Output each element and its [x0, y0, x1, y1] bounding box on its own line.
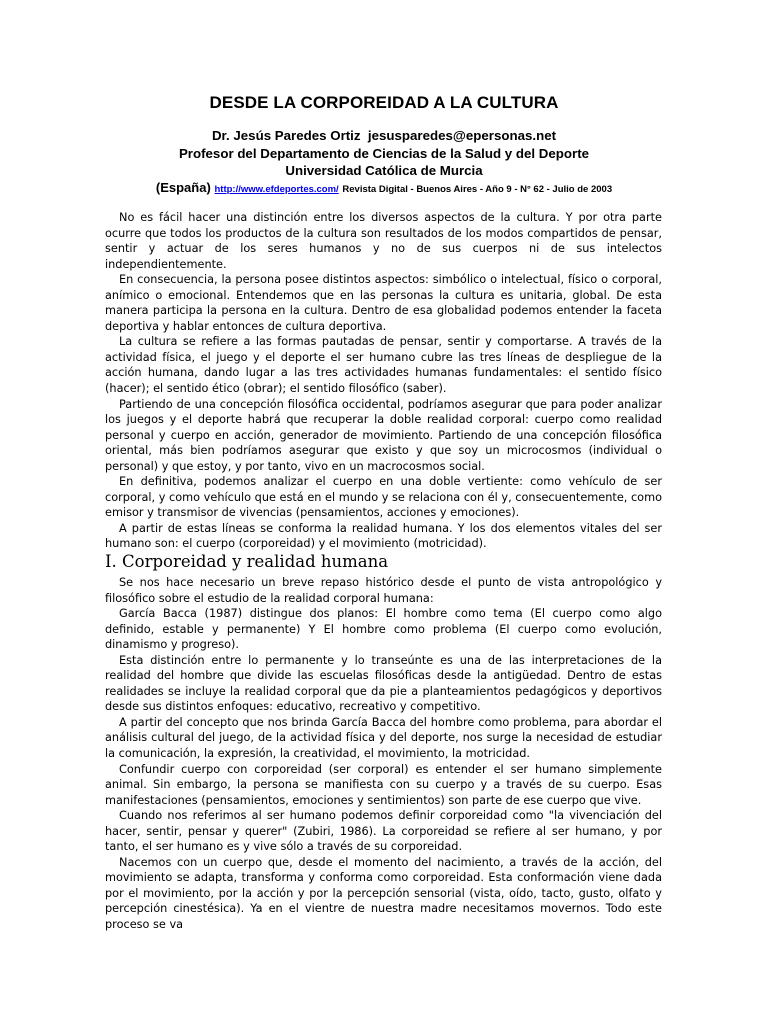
paragraph: Partiendo de una concepción filosófica occidental, podríamos asegurar que para poder analizar los juegos y el deporte habrá que recuperar la doble realidad corporal: cuerpo como realidad personal y cuerpo en acción, generador de movimiento. Partiendo de una concepción filosófica oriental, más bien podríamos asegurar que existo y que soy un microcosmos (individual o personal) y que estoy, y por tanto, vivo en un macrocosmos social. — [105, 397, 662, 473]
intro-text — [105, 210, 662, 552]
paragraph: A partir de estas líneas se conforma la realidad humana. Y los dos elementos vitales del ser humano son: el cuerpo (corporeidad) y el movimiento (motricidad). — [105, 521, 662, 551]
author-name: Dr. Jesús Paredes Ortiz — [211, 128, 361, 143]
paragraph: García Bacca (1987) distingue dos planos: El hombre como tema (El cuerpo como algo definido, estable y permanente) Y El hombre como problema (El cuerpo como evolución, dinamismo y progreso). — [105, 607, 662, 652]
paragraph: Confundir cuerpo con corporeidad (ser corporal) es entender el ser humano simplemente animal. Sin embargo, la persona se manifiesta con su cuerpo y a través de su cuerpo. Esas manifestaciones (pensamientos, emociones y sentimientos) son parte de ese cuerpo que vive. — [105, 762, 662, 807]
efdeportes-link[interactable]: http://www.efdeportes.com/ — [214, 184, 339, 195]
paragraph: Se nos hace necesario un breve repaso histórico desde el punto de vista antropológico y filosófico sobre el estudio de la realidad corporal humana: — [105, 576, 662, 605]
author-university: Universidad Católica de Murcia — [285, 163, 483, 178]
publication-line — [0, 180, 768, 195]
paragraph: En consecuencia, la persona posee distintos aspectos: simbólico o intelectual, físico o corporal, anímico o emocional. Entendemos que en las personas la cultura es unitaria, global. De esta manera participa la persona en la cultura. Dentro de esa globalidad podemos entender la faceta deportiva y hablar entonces de cultura deportiva. — [105, 273, 662, 333]
paragraph: No es fácil hacer una distinción entre los diversos aspectos de la cultura. Y por otra parte ocurre que todos los productos de la cultura son resultados de los modos compartidos de pensar, sentir y actuar de los seres humanos y no de sus cuerpos ni de sus intelectos independientemente. — [105, 211, 662, 271]
document-title: DESDE LA CORPOREIDAD A LA CULTURA — [209, 93, 559, 112]
paragraph: Nacemos con un cuerpo que, desde el momento del nacimiento, a través de la acción, del movimiento se adapta, transforma y conforma como corporeidad. Esta conformación viene dada por el movimiento, por la acción y por la percepción sensorial (vista, oído, tacto, gusto, olfato y percepción cinestésica). Ya en el vientre de nuestra madre necesitamos movernos. Todo este proceso se va — [105, 855, 662, 932]
author-country: (España) — [155, 180, 211, 195]
paragraph: La cultura se refiere a las formas pautadas de pensar, sentir y comportarse. A través de la actividad física, el juego y el deporte el ser humano cubre las tres líneas de despliegue de la acción humana, dando lugar a las tres actividades humanas fundamentales: el sentido físico (hacer); el sentido ético (obrar); el sentido filosófico (saber). — [105, 335, 662, 396]
paragraph: A partir del concepto que nos brinda García Bacca del hombre como problema, para abordar el análisis cultural del juego, de la actividad física y del deporte, nos surge la necesidad de estudiar la comunicación, la expresión, la creatividad, el movimiento, la motricidad. — [105, 715, 662, 761]
author-line — [0, 128, 768, 143]
paragraph: En definitiva, podemos analizar el cuerpo en una doble vertiente: como vehículo de ser corporal, y como vehículo que está en el mundo y se relaciona con él y, consecuentemente, como emisor y transmisor de vivencias (pensamientos, acciones y emociones). — [105, 475, 662, 520]
paragraph: Cuando nos referimos al ser humano podemos definir corporeidad como "la vivenciación del hacer, sentir, pensar y querer" (Zubiri, 1986). La corporeidad se refiere al ser humano, y por tanto, el ser humano es y vive sólo a través de su corporeidad. — [105, 809, 662, 854]
section-text — [105, 575, 662, 933]
section-heading: I. Corporeidad y realidad humana — [105, 552, 389, 571]
journal-info: Revista Digital - Buenos Aires - Año 9 - N° 62 - Julio de 2003 — [342, 184, 613, 195]
author-position: Profesor del Departamento de Ciencias de la Salud y del Deporte — [178, 146, 590, 161]
author-email: jesusparedes@epersonas.net — [367, 128, 557, 143]
paragraph: Esta distinción entre lo permanente y lo transeúnte es una de las interpretaciones de la realidad del hombre que divide las escuelas filosóficas desde la antigüedad. Dentro de estas realidades se incluye la realidad corporal que da pie a planteamientos pedagógicos y deportivos desde sus distintos enfoques: educativo, recreativo y competitivo. — [105, 653, 662, 714]
